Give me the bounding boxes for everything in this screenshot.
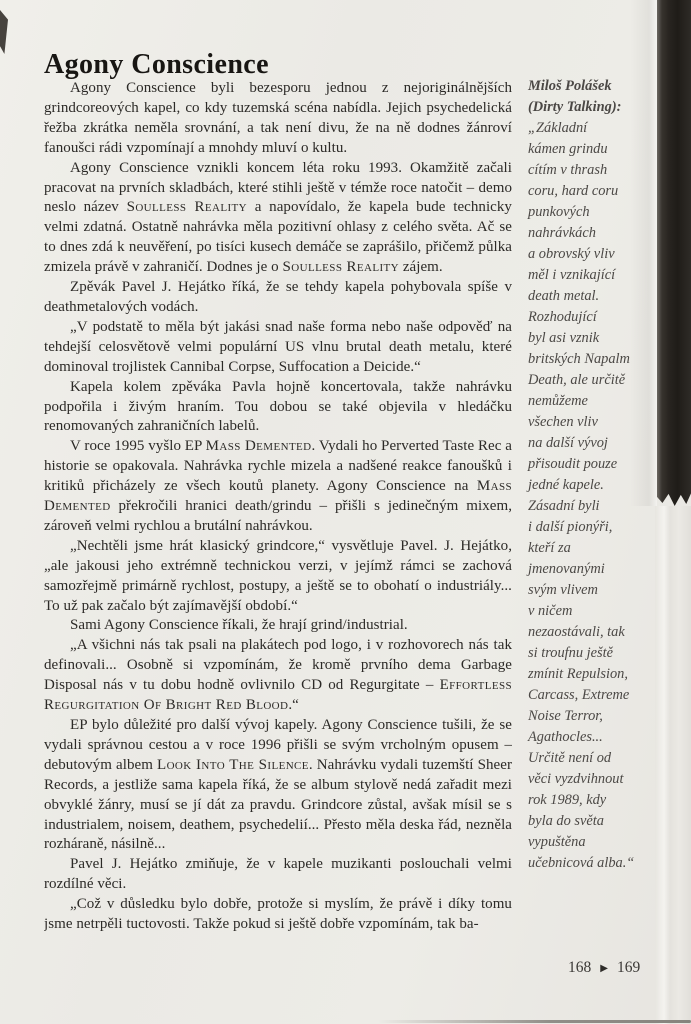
sidebar-quote-line: byla do světa <box>528 813 604 829</box>
sidebar-quote-line: Určitě není od <box>528 750 612 766</box>
sidebar-quote-line: punkových <box>528 204 590 220</box>
sidebar-quote-line: přisoudit pouze <box>528 456 618 472</box>
paragraph-text: Zpěvák Pavel J. Hejátko říká, že se tehdy kapela pohybovala spíše v deathmetalových vodách. <box>44 279 512 315</box>
page-number-right: 169 <box>616 959 641 976</box>
paragraph-text: a napovídalo, že kapela bude technicky velmi zdatná. Ostatně nahrávka měla pozitivní ohlasy z celého světa. Ač se to dnes zdá k neuvěření, po tisíci kusech demáče se zaprášilo, přičemž půlka zmizela právě v zahraničí. Dodnes je o <box>44 199 512 276</box>
sidebar-quote-line: „Základní <box>528 120 588 136</box>
sidebar-quote-line: Noise Terror, <box>528 708 603 724</box>
page-numbers <box>568 959 640 977</box>
sidebar-quote-line: vypuštěna <box>528 834 586 850</box>
sidebar-quote-line: Carcass, Extreme <box>528 687 630 703</box>
release-title: Look Into The Silence <box>157 756 309 773</box>
sidebar-quote-line: Rozhodující <box>528 309 597 325</box>
paragraph-text: „Nechtěli jsme hrát klasický grindcore,“ vysvětluje Pavel. J. Hejátko, „ale jakousi jeho extrémně technickou verzi, v jejímž rámci se zachová samozřejmě primárně rychlost, postupy, a ještě se to obohatí o industriály... To už pak začalo být zajímavější období.“ <box>44 537 512 614</box>
paragraph-text: .“ <box>288 697 299 714</box>
sidebar-quote-line: na další vývoj <box>528 435 608 451</box>
release-title: Soulless Reality <box>282 259 400 276</box>
paragraph-text: zájem. <box>399 259 443 276</box>
paragraph-text: V roce 1995 vyšlo EP <box>70 438 206 455</box>
paragraph-text: EP bylo důležité pro další vývoj kapely. Agony Conscience tušili, že se vydali správnou cestou a v roce 1996 přišli se svým vrcholným opusem – debutovým albem <box>44 717 512 773</box>
body-paragraph <box>44 378 512 438</box>
sidebar-quote-line: coru, hard coru <box>528 183 619 199</box>
body-paragraph <box>44 855 512 895</box>
paragraph-text: „V podstatě to měla být jakási snad naše forma nebo naše odpověď na tehdejší celosvětově velmi populární US vlnu brutal death metalu, které dominoval trojlistek Cannibal Corpse, Suffocation a Deicide.“ <box>44 318 512 375</box>
right-arrow-icon: ▶ <box>600 963 608 974</box>
sidebar-quote-line: v ničem <box>528 603 573 619</box>
page-edge-below-spine <box>655 506 691 1024</box>
article-body <box>44 79 512 984</box>
sidebar-quote-line: svým vlivem <box>528 582 598 598</box>
release-title: Mass Demented <box>205 438 312 455</box>
paragraph-text: . Vydali ho Perverted Taste Rec a historie se opakovala. Nahrávka rychle mizela a nadšené reakce fanoušků i kritiků přicházely ze všech koutů planety. Agony Conscience na <box>44 438 512 495</box>
sidebar-author-band: (Dirty Talking): <box>528 99 622 115</box>
release-title: Mass Demented <box>44 478 512 515</box>
sidebar-quote-line: byl asi vznik <box>528 330 600 346</box>
paragraph-text: Agony Conscience vznikli koncem léta roku 1993. Okamžitě začali pracovat na prvních skladbách, které stihli ještě v témže roce natočit – demo neslo název <box>44 159 512 216</box>
book-spine-shadow <box>657 0 691 506</box>
scan-bottom-edge-line <box>378 1020 691 1023</box>
body-paragraph <box>44 159 512 278</box>
sidebar-quote-line: kámen grindu <box>528 141 608 157</box>
paragraph-text: . Nahrávku vydali tuzemští Sheer Records, a jestliže sama kapela říká, že se album stylově nedá zařadit mezi obvyklé žánry, musí se jí dát za pravdu. Grindcore zůstal, avšak mísil se s industrialem, noisem, deathem, psychedelií... Přesto měla deska řád, nezněla rozháraně, násilně... <box>44 756 512 853</box>
page-number-left: 168 <box>568 959 592 976</box>
body-paragraph <box>44 437 512 537</box>
sidebar-quote-line: jmenovanými <box>528 561 605 577</box>
paragraph-text: Agony Conscience byli bezesporu jednou z nejoriginálnějších grindcoreových kapel, co kdy tuzemská scéna nabídla. Jejich psychedelická řežba zkrátka neměla srovnání, a tak není divu, že na ně dodnes žánroví fanoušci rádi vzpomínají a mnohdy mluví o kultu. <box>44 80 512 156</box>
sidebar-quote-line: všechen vliv <box>528 414 598 430</box>
paragraph-text: „Což v důsledku bylo dobře, protože si myslím, že právě i díky tomu jsme netrpěli tuctovosti. Takže pokud si ještě dobře vzpomínám, tak ba- <box>44 896 512 933</box>
sidebar-quote-line: učebnicová alba.“ <box>528 855 635 871</box>
paragraph-text: Sami Agony Conscience říkali, že hrají grind/industrial. <box>70 617 408 634</box>
sidebar-quote-line: nezaostávali, tak <box>528 624 625 640</box>
sidebar-quote-line: kteří za <box>528 540 571 556</box>
sidebar-quote-line: britských Napalm <box>528 351 630 367</box>
body-paragraph <box>44 537 512 617</box>
sidebar-quote-line: zmínit Repulsion, <box>528 666 628 682</box>
sidebar-quote-line: death metal. <box>528 288 600 304</box>
paragraph-text: Kapela kolem zpěváka Pavla hojně koncertovala, takže nahrávku podpořila i živým hraním. Tou dobou se také objevila v hledáčku renomovaných zahraničních labelů. <box>44 378 512 435</box>
body-paragraph <box>44 278 512 318</box>
sidebar-quote-line: Death, ale určitě <box>528 372 626 388</box>
sidebar-author-name: Miloš Polášek <box>528 78 612 94</box>
body-paragraph <box>44 716 512 855</box>
sidebar-quote-line: rok 1989, kdy <box>528 792 607 808</box>
body-paragraph <box>44 895 512 935</box>
sidebar-quote-line: a obrovský vliv <box>528 246 615 262</box>
paragraph-text: Pavel J. Hejátko zmiňuje, že v kapele muzikanti poslouchali velmi rozdílné věci. <box>44 856 512 893</box>
release-title: Soulless Reality <box>126 199 248 216</box>
body-paragraph <box>44 636 512 716</box>
sidebar-quote-line: věci vyzdvihnout <box>528 771 624 787</box>
sidebar-quote-line: cítím v thrash <box>528 162 608 178</box>
scan-corner-artifact <box>0 10 8 54</box>
paragraph-text: překročili hranici death/grindu – přišli s jedinečným mixem, zároveň velmi rychlou a brutální nahrávkou. <box>44 498 512 534</box>
sidebar-quote-line: měl i vznikající <box>528 267 616 283</box>
sidebar-quote-line: si troufnu ještě <box>528 645 614 661</box>
page-title: Agony Conscience <box>44 48 269 80</box>
sidebar-quote-line: nahrávkách <box>528 225 596 241</box>
body-paragraph <box>44 616 512 636</box>
sidebar-quote-line: nemůžeme <box>528 393 588 409</box>
page-gutter-shade <box>630 0 657 506</box>
body-paragraph <box>44 318 512 378</box>
paragraph-text: „A všichni nás tak psali na plakátech pod logo, i v rozhovorech nás tak definovali... Osobně si vzpomínám, že kromě prvního dema Garbage Disposal nás v tu dobu hodně ovlivnilo CD od Regurgitate – <box>44 637 512 694</box>
sidebar-quote-line: Zásadní byli <box>528 498 600 514</box>
body-paragraph <box>44 79 512 159</box>
sidebar-quote-line: Agathocles... <box>528 729 603 745</box>
release-title: Effortless Regurgitation Of Bright Red Blood <box>44 677 512 714</box>
sidebar-quote-line: jedné kapele. <box>528 477 604 493</box>
sidebar-quote-line: i další pionýři, <box>528 519 613 535</box>
